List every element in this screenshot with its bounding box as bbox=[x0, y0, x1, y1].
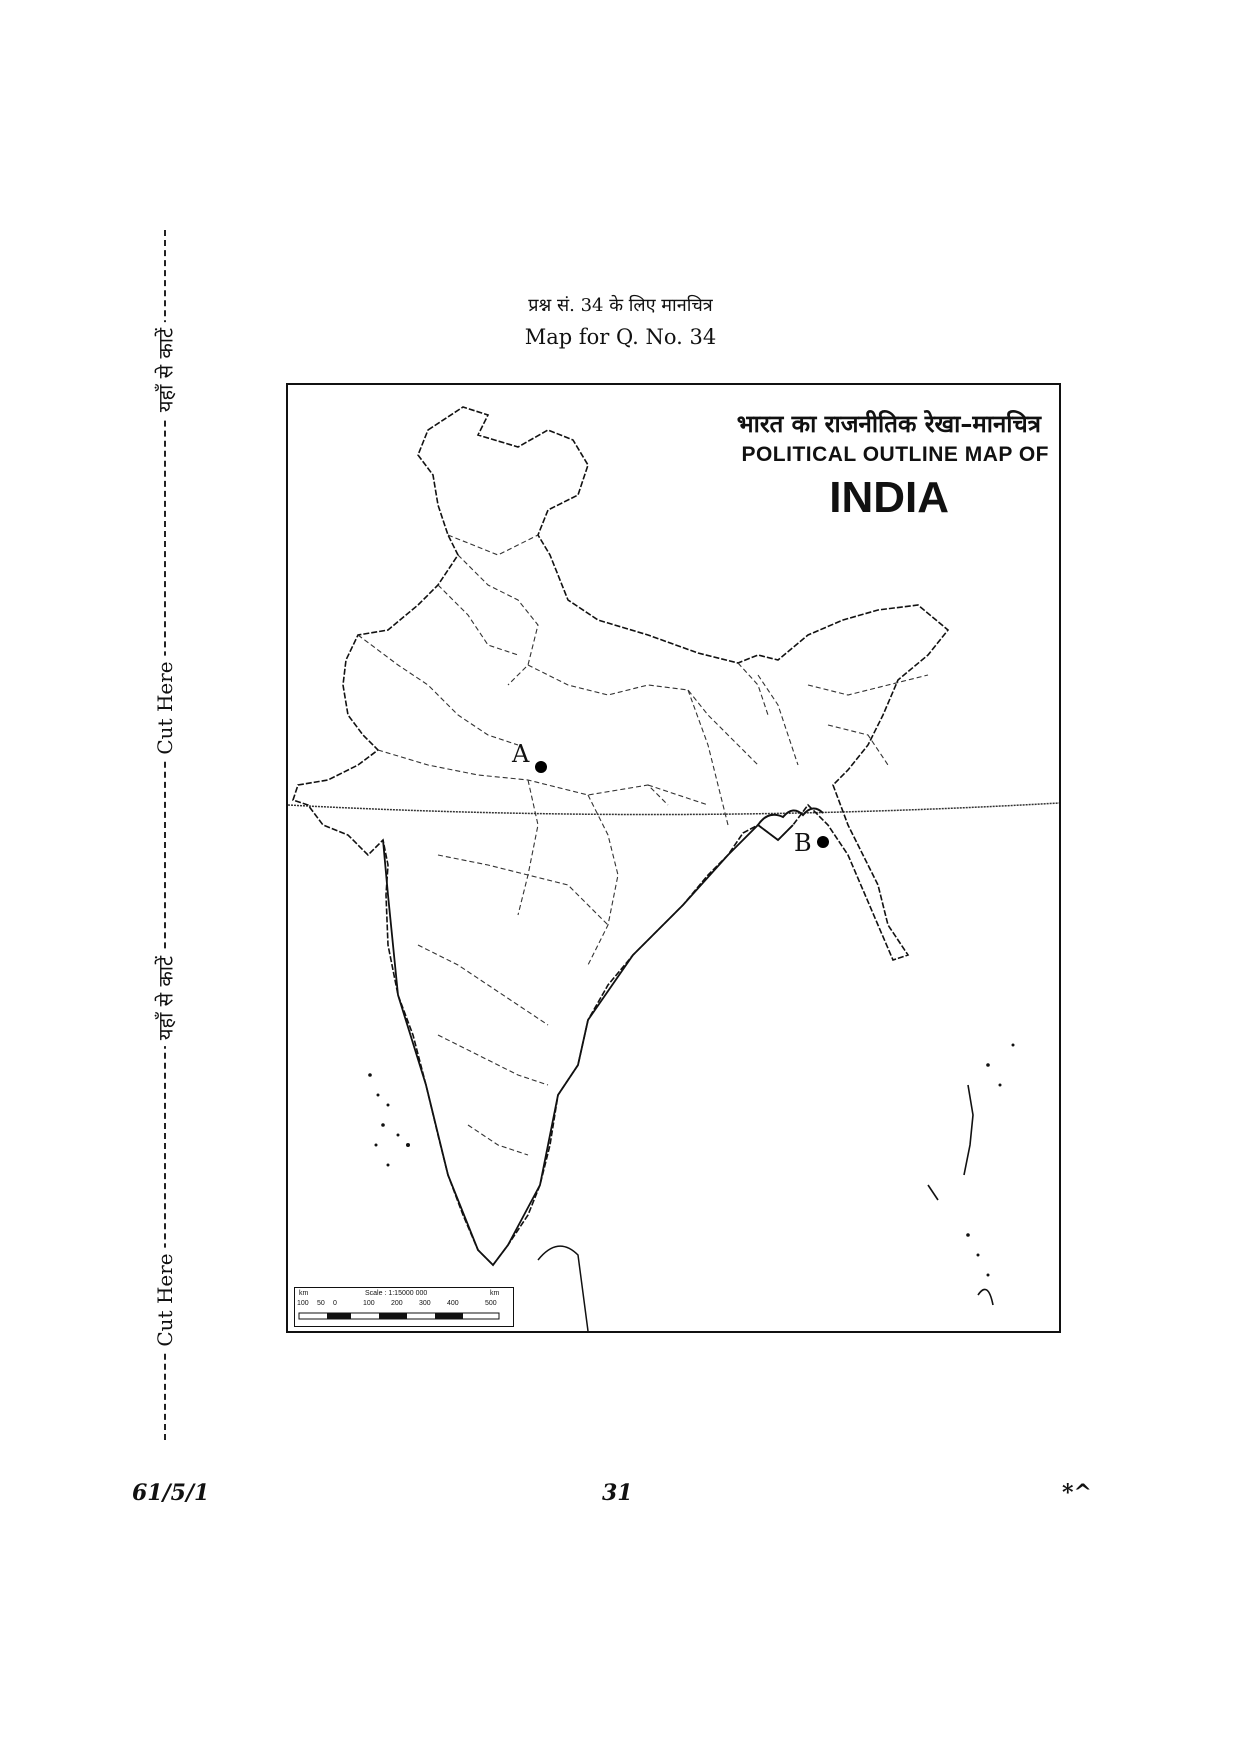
scale-tick: 50 bbox=[317, 1300, 325, 1307]
mainland-outline bbox=[293, 407, 948, 1265]
marker-b-dot bbox=[817, 836, 829, 848]
cut-label-hindi-top: यहाँ से काटें bbox=[148, 322, 183, 418]
map-heading-india: INDIA bbox=[829, 473, 949, 522]
andaman-nicobar-islands bbox=[928, 1085, 993, 1305]
lakshadweep-islands bbox=[368, 1073, 410, 1166]
marker-b-label: B bbox=[794, 829, 812, 857]
map-heading-english: POLITICAL OUTLINE MAP OF bbox=[741, 443, 1049, 466]
state-boundaries bbox=[358, 535, 928, 1155]
sri-lanka-outline bbox=[538, 1246, 588, 1331]
tropic-of-cancer-line bbox=[288, 803, 1059, 815]
scale-tick: 100 bbox=[297, 1300, 309, 1307]
scale-tick: 500 bbox=[485, 1300, 497, 1307]
map-heading-hindi: भारत का राजनीतिक रेखा–मानचित्र bbox=[736, 410, 1041, 438]
india-map-drawing bbox=[288, 385, 1059, 1331]
cut-label-hindi-bottom: यहाँ से काटें bbox=[148, 950, 183, 1046]
marker-a-label: A bbox=[512, 740, 530, 768]
question-map-title-hindi: प्रश्न सं. 34 के लिए मानचित्र bbox=[528, 295, 713, 316]
scale-tick: 0 bbox=[333, 1300, 337, 1307]
question-map-title-english: Map for Q. No. 34 bbox=[524, 325, 717, 349]
cut-strip bbox=[150, 230, 180, 1440]
scale-tick: 400 bbox=[447, 1300, 459, 1307]
scale-tick: 300 bbox=[419, 1300, 431, 1307]
footer-mark: *^ bbox=[1062, 1480, 1092, 1506]
scale-title: Scale : 1:15000 000 bbox=[365, 1290, 428, 1297]
page-number: 31 bbox=[602, 1480, 633, 1506]
scale-tick: 100 bbox=[363, 1300, 375, 1307]
scale-ruler bbox=[297, 1308, 513, 1328]
cut-label-english-top: Cut Here bbox=[149, 655, 181, 760]
india-outline-map bbox=[286, 383, 1061, 1333]
cut-label-english-bottom: Cut Here bbox=[149, 1247, 181, 1352]
marker-a-dot bbox=[535, 761, 547, 773]
scale-tick: 200 bbox=[391, 1300, 403, 1307]
coastline bbox=[383, 825, 793, 1265]
paper-code: 61/5/1 bbox=[132, 1480, 210, 1506]
scale-unit-left: km bbox=[299, 1290, 309, 1297]
scale-unit-right: km bbox=[490, 1290, 500, 1297]
map-scale-bar bbox=[294, 1287, 514, 1327]
